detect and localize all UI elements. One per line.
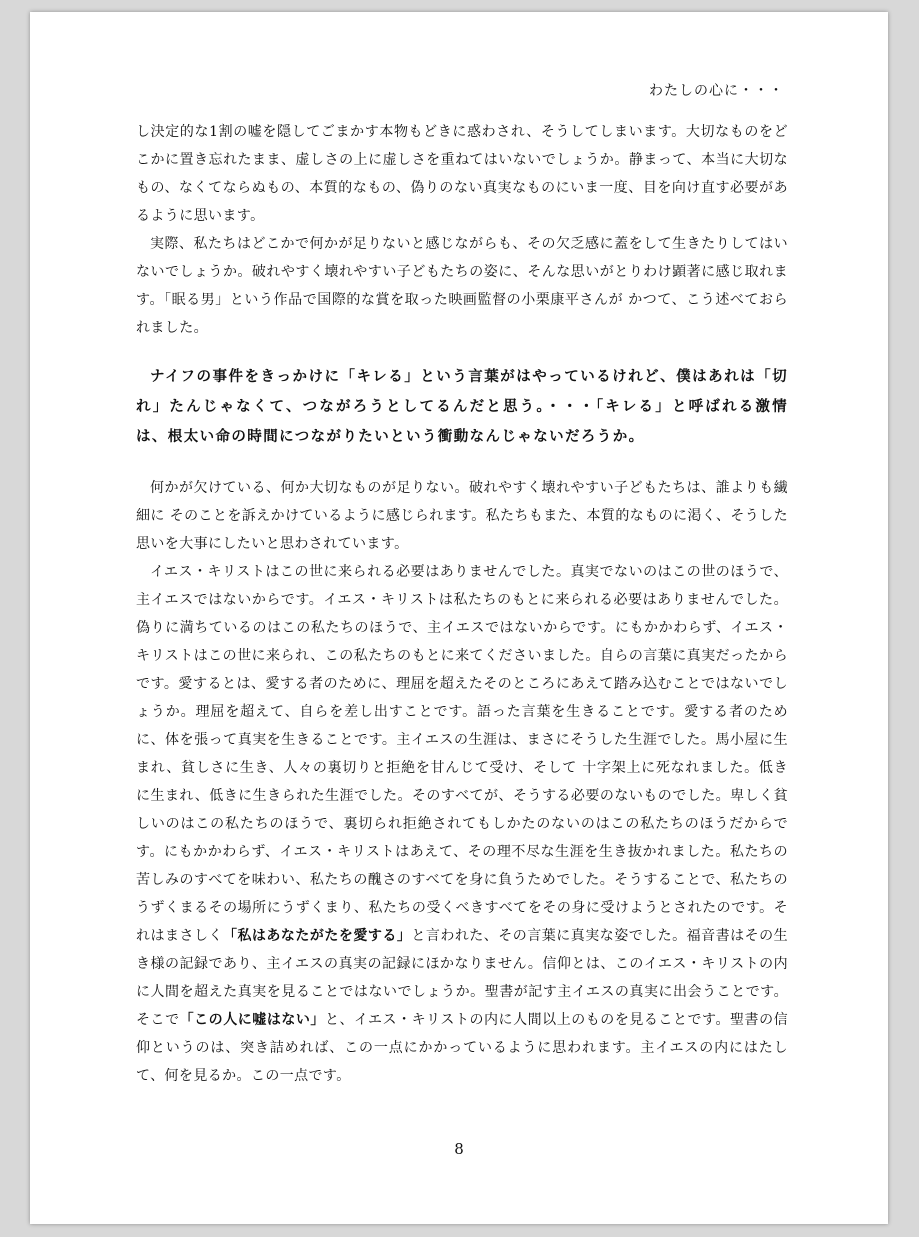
paragraph-2: 実際、私たちはどこかで何かが足りないと感じながらも、その欠乏感に蓋をして生きたりしてはいないでしょうか。破れやすく壊れやすい子どもたちの姿に、そんな思いがとりわけ顕著に感じ取れます。「眠る男」という作品で国際的な賞を取った映画監督の小栗康平さんが かつて、こう述べておられました。 <box>136 236 788 336</box>
paragraph-4 <box>136 558 788 1090</box>
block-quote: ナイフの事件をきっかけに「キレる」という言葉がはやっているけれど、僕はあれは「切れ」たんじゃなくて、つながろうとしてるんだと思う。・・・「キレる」と呼ばれる激情は、根太い命の時間につながりたいという衝動なんじゃないだろうか。 <box>136 369 788 445</box>
paragraph-1: し決定的な1割の嘘を隠してごまかす本物もどきに惑わされ、そうしてしまいます。大切なものをどこかに置き忘れたまま、虚しさの上に虚しさを重ねてはいないでしょうか。静まって、本当に大切なもの、なくてならぬもの、本質的なもの、偽りのない真実なものにいま一度、目を向け直す必要があるように思います。 <box>136 124 788 224</box>
document-page <box>30 12 888 1224</box>
paragraph-4-part-a: イエス・キリストはこの世に来られる必要はありませんでした。真実でないのはこの世のほうで、主イエスではないからです。イエス・キリストは私たちのもとに来られる必要はありませんでした。偽りに満ちているのはこの私たちのほうで、主イエスではないからです。にもかかわらず、イエス・キリストはこの世に来られ、この私たちのもとに来てくださいました。自らの言葉に真実だったからです。愛するとは、愛する者のために、理屈を超えたそのところにあえて踏み込むことではないでしょうか。理屈を超えて、自らを差し出すことです。語った言葉を生きることです。愛する者のために、体を張って真実を生きることです。主イエスの生涯は、まさにそうした生涯でした。馬小屋に生まれ、貧しさに生き、人々の裏切りと拒絶を甘んじて受け、そして 十字架上に死なれました。低きに生まれ、低きに生きられた生涯でした。そのすべてが、そうする必要のないものでした。卑しく貧しいのはこの私たちのほうで、裏切られ拒絶されてもしかたのないのはこの私たちのほうだからです。にもかかわらず、イエス・キリストはあえて、その理不尽な生涯を生き抜かれました。私たちの苦しみのすべてを味わい、私たちの醜さのすべてを身に負うためでした。そうすることで、私たちのうずくまるその場所にうずくまり、私たちの受くべきすべてをその身に受けようとされたのです。それはまさしく <box>136 564 788 944</box>
paragraph-3: 何かが欠けている、何か大切なものが足りない。破れやすく壊れやすい子どもたちは、誰よりも繊細に そのことを訴えかけているように感じられます。私たちもまた、本質的なものに渇く、そうした思いを大事にしたいと思わされています。 <box>136 480 788 552</box>
running-header: わたしの心に・・・ <box>649 83 784 99</box>
paragraph-4-part-b: と言われた、その言葉に真実な姿でした。福音書はその生き様の記録であり、主イエスの真実の記録にほかなりません。信仰とは、このイエス・キリストの内に人間を超えた真実を見ることではないでしょうか。聖書が記す主イエスの真実に出会うことです。そこで <box>136 928 789 1028</box>
emphasis-quote-1: 「私はあなたがたを愛する」 <box>222 928 412 944</box>
page-number: 8 <box>454 1140 464 1158</box>
emphasis-quote-2: 「この人に嘘はない」 <box>179 1012 325 1028</box>
body-text <box>136 118 788 1090</box>
paragraph-4-part-c: と、イエス・キリストの内に人間以上のものを見ることです。聖書の信仰というのは、突き詰めれば、この一点にかかっているように思われます。主イエスの内にはたして、何を見るか。この一点です。 <box>136 1012 789 1084</box>
